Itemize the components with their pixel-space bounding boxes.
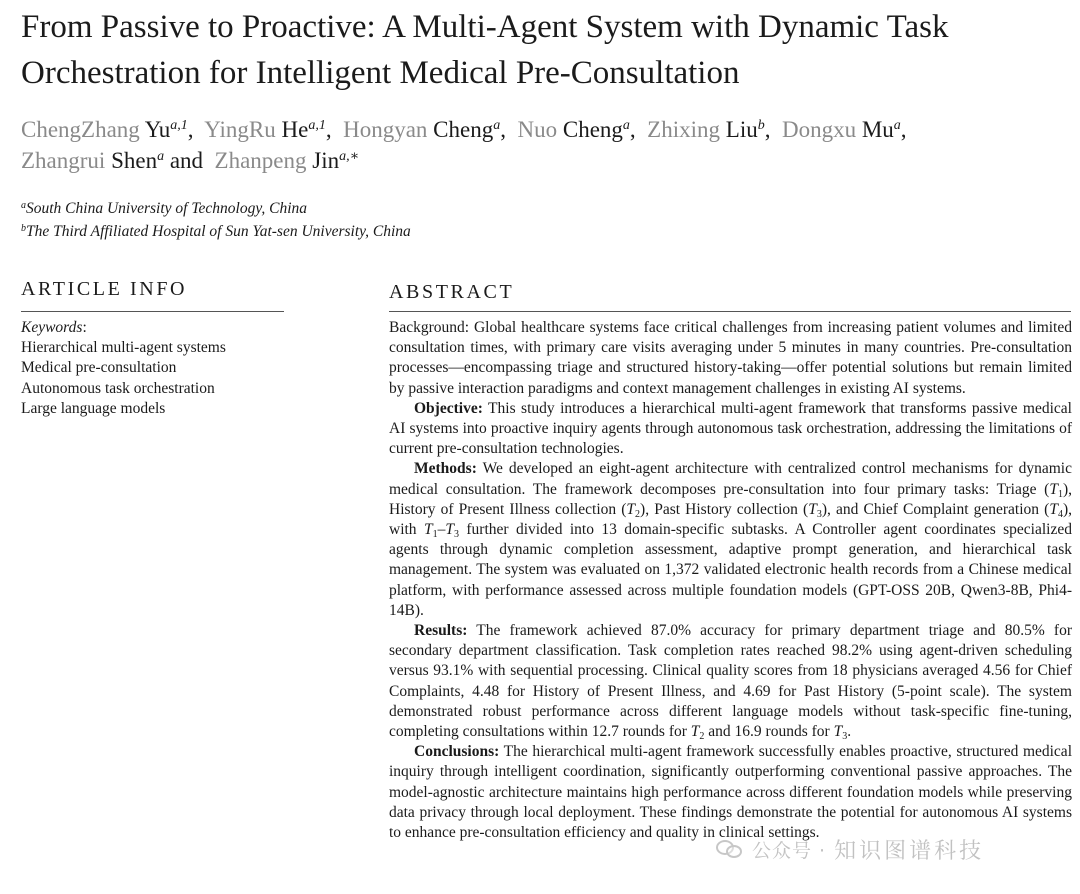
abstract-objective: Objective: This study introduces a hierarchical multi-agent framework that transforms passive medical AI systems into proactive inquiry agents through autonomous task orchestration, addressing the limitations of current pre-consultation technologies.	[389, 399, 1072, 458]
keyword: Large language models	[21, 399, 166, 417]
abstract-body	[389, 318, 1072, 843]
paper-title: From Passive to Proactive: A Multi-Agent System with Dynamic Task Orchestration for Intelligent Medical Pre-Consultation	[21, 9, 949, 91]
divider	[21, 311, 284, 312]
author: Dongxu Mu$^a$	[781, 117, 901, 142]
keyword: Hierarchical multi-agent systems	[21, 339, 226, 357]
author: Nuo Cheng$^a$	[517, 117, 630, 142]
keyword: Medical pre-consultation	[21, 359, 177, 377]
affiliations	[21, 197, 1021, 243]
article-info-heading: ARTICLE INFO	[21, 278, 188, 300]
author: Zhanpeng Jin$^{a,∗}$	[214, 148, 360, 173]
author: Zhixing Liu$^b$	[647, 117, 765, 142]
abstract-heading: ABSTRACT	[389, 281, 515, 303]
abstract-background: Background: Global healthcare systems face critical challenges from increasing patient volumes and limited consultation times, with primary care visits averaging under 5 minutes in many countries. Pre-consultation processes—encompassing triage and structured history-taking—offer potential solutions but remain limited by passive interaction paradigms and context management challenges in existing AI systems.	[389, 319, 1072, 397]
author: Zhangrui Shen$^a$	[21, 148, 165, 173]
author: YingRu He$^{a,1}$	[204, 117, 326, 142]
keyword: Autonomous task orchestration	[21, 379, 215, 397]
abstract-conclusions: Conclusions: The hierarchical multi-agent framework successfully enables proactive, structured medical inquiry through intelligent coordination, significantly outperforming conventional passive approaches. The model-agnostic architecture maintains high performance across different foundation models while preserving data privacy through local deployment. These findings demonstrate the potential for autonomous AI systems to enhance pre-consultation efficiency and quality in clinical settings.	[389, 743, 1072, 842]
watermark-prefix: 公众号 ·	[752, 839, 827, 862]
affiliation: $^a$South China University of Technology, China	[21, 200, 308, 217]
author-and: and	[169, 148, 204, 173]
keywords-block: Keywords: Hierarchical multi-agent systems Medical pre-consultation Autonomous task orchestration Large language models	[21, 318, 291, 419]
abstract-methods: Methods: We developed an eight-agent architecture with centralized control mechanisms for dynamic medical consultation. The framework decomposes pre-consultation into four primary tasks: Triage $(T_1)$, History of Present Illness collection $(T_2)$, Past History collection $(T_3)$, and Chief Complaint generation $(T_4)$, with $T_1-T_3$ further divided into 13 domain-specific subtasks. A Controller agent coordinates specialized agents through dynamic completion assessment, adaptive prompt generation, and hierarchical task management. The system was evaluated on 1,372 validated electronic health records from a Chinese medical platform, with performance assessed across multiple foundation models (GPT-OSS 20B, Qwen3-8B, Phi4-14B).	[389, 460, 1072, 619]
keywords-label: Keywords	[21, 319, 83, 336]
watermark-name: 知识图谱科技	[834, 838, 985, 864]
abstract-results: Results: The framework achieved 87.0% accuracy for primary department triage and 80.5% for secondary department classification. Task completion rates reached 98.2% using agent-driven scheduling versus 93.1% with sequential processing. Clinical quality scores from 18 physicians averaged 4.56 for Chief Complaints, 4.48 for History of Present Illness, and 4.69 for Past History (5-point scale). The system demonstrated robust performance across different language models without task-specific fine-tuning, completing consultations within 12.7 rounds for $T_2$ and 16.9 rounds for $T_3$.	[389, 622, 1072, 743]
author: ChengZhang Yu$^{a,1}$	[21, 117, 188, 142]
author-list: ChengZhang Yu$^{a,1}$, YingRu He$^{a,1}$, Hongyan Cheng$^a$, Nuo Cheng$^a$, Zhixing Liu$^b$, Dongxu Mu$^a$, Zhangrui Shen$^a$ and Zhanpeng Jin$^{a,∗}$	[21, 117, 907, 173]
divider	[389, 311, 1071, 312]
author: Hongyan Cheng$^a$	[343, 117, 501, 142]
affiliation: $^b$The Third Affiliated Hospital of Sun Yat-sen University, China	[21, 223, 411, 240]
